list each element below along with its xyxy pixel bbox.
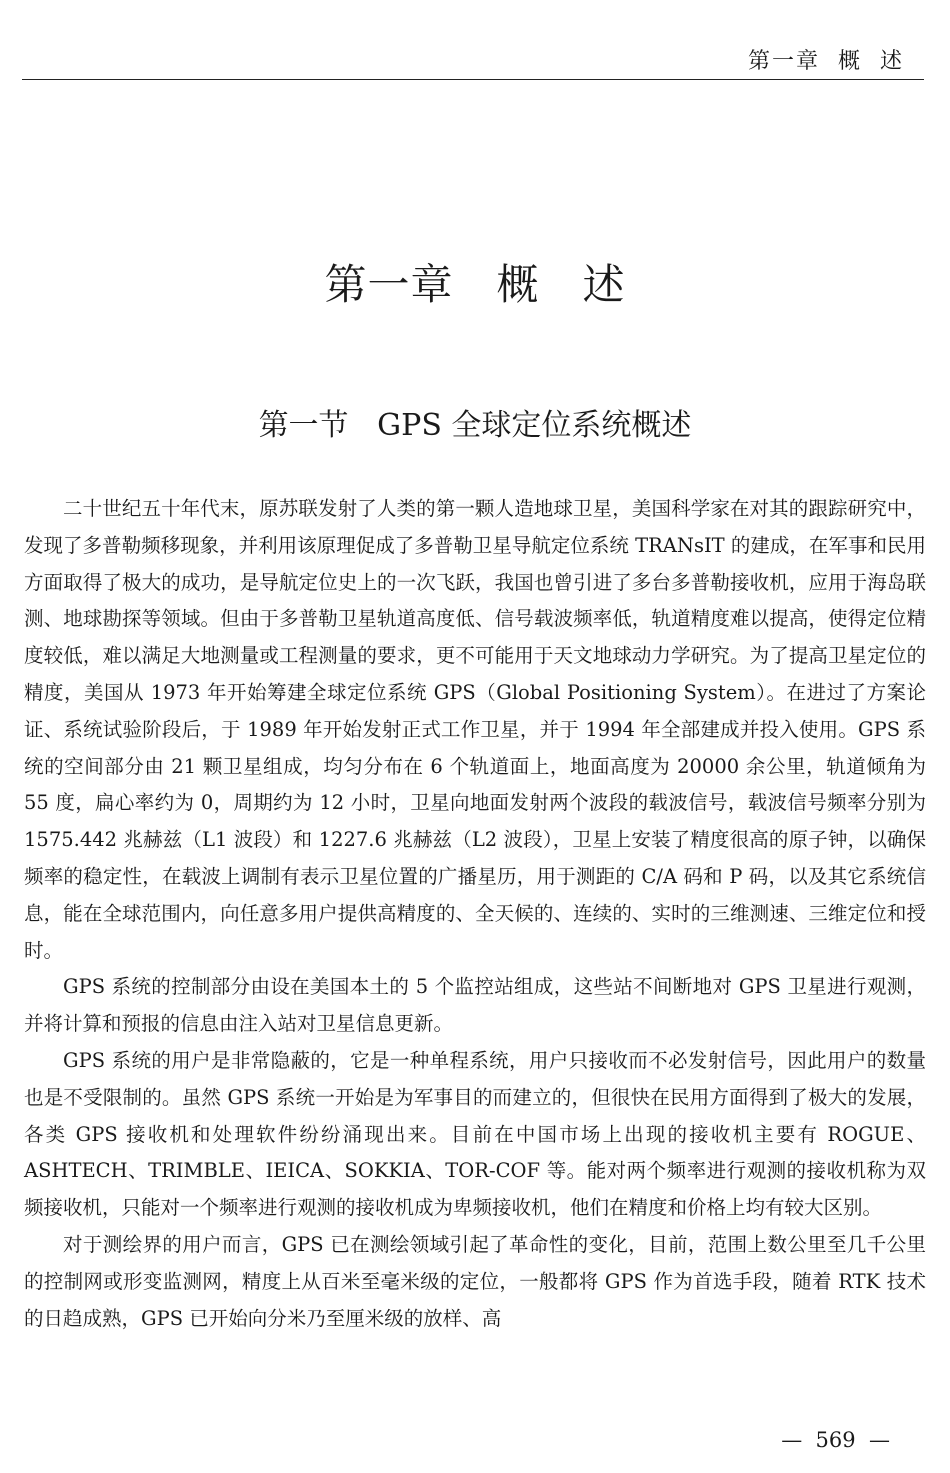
section-title: 第一节 GPS 全球定位系统概述 <box>258 408 692 443</box>
page-number: — 569 — <box>781 1428 890 1452</box>
paragraph-1: 二十世纪五十年代末，原苏联发射了人类的第一颗人造地球卫星，美国科学家在对其的跟踪研究中，发现了多普勒频移现象，并利用该原理促成了多普勒卫星导航定位系统 TRANsIT 的建成，在军事和民用方面取得了极大的成功，是导航定位史上的一次飞跃，我国也曾引进了多台多普勒接收机，应用于海岛联测、地球勘探等领域。但由于多普勒卫星轨道高度低、信号载波频率低，轨道精度难以提高，使得定位精度较低，难以满足大地测量或工程测量的要求，更不可能用于天文地球动力学研究。为了提高卫星定位的精度，美国从 1973 年开始筹建全球定位系统 GPS（Global Positioning System）。在进过了方案论证、系统试验阶段后，于 1989 年开始发射正式工作卫星，并于 1994 年全部建成并投入使用。GPS 系统的空间部分由 21 颗卫星组成，均匀分布在 6 个轨道面上，地面高度为 20000 余公里，轨道倾角为 55 度，扁心率约为 0，周期约为 12 小时，卫星向地面发射两个波段的载波信号，载波信号频率分别为 1575.442 兆赫兹（L1 波段）和 1227.6 兆赫兹（L2 波段），卫星上安装了精度很高的原子钟，以确保频率的稳定性，在载波上调制有表示卫星位置的广播星历，用于测距的 C/A 码和 P 码，以及其它系统信息，能在全球范围内，向任意多用户提供高精度的、全天候的、连续的、实时的三维测速、三维定位和授时。 <box>24 497 926 962</box>
paragraph-4: 对于测绘界的用户而言，GPS 已在测绘领域引起了革命性的变化，目前，范围上数公里至几千公里的控制网或形变监测网，精度上从百米至毫米级的定位，一般都将 GPS 作为首选手段，随着 RTK 技术的日趋成熟，GPS 已开始向分米乃至厘米级的放样、高 <box>24 1232 926 1330</box>
body-text <box>24 491 926 1337</box>
header-rule <box>22 79 924 80</box>
paragraph-2: GPS 系统的控制部分由设在美国本土的 5 个监控站组成，这些站不间断地对 GPS 卫星进行观测，并将计算和预报的信息由注入站对卫星信息更新。 <box>24 975 926 1036</box>
chapter-title: 第一章 概 述 <box>324 260 626 309</box>
paragraph-3: GPS 系统的用户是非常隐蔽的，它是一种单程系统，用户只接收而不必发射信号，因此用户的数量也是不受限制的。虽然 GPS 系统一开始是为军事目的而建立的，但很快在民用方面得到了极大的发展，各类 GPS 接收机和处理软件纷纷涌现出来。目前在中国市场上出现的接收机主要有 ROGUE、ASHTECH、TRIMBLE、IEICA、SOKKIA、TOR-COF 等。能对两个频率进行观测的接收机称为双频接收机，只能对一个频率进行观测的接收机成为卑频接收机，他们在精度和价格上均有较大区别。 <box>24 1048 926 1220</box>
running-header: 第一章 概 述 <box>748 49 904 74</box>
